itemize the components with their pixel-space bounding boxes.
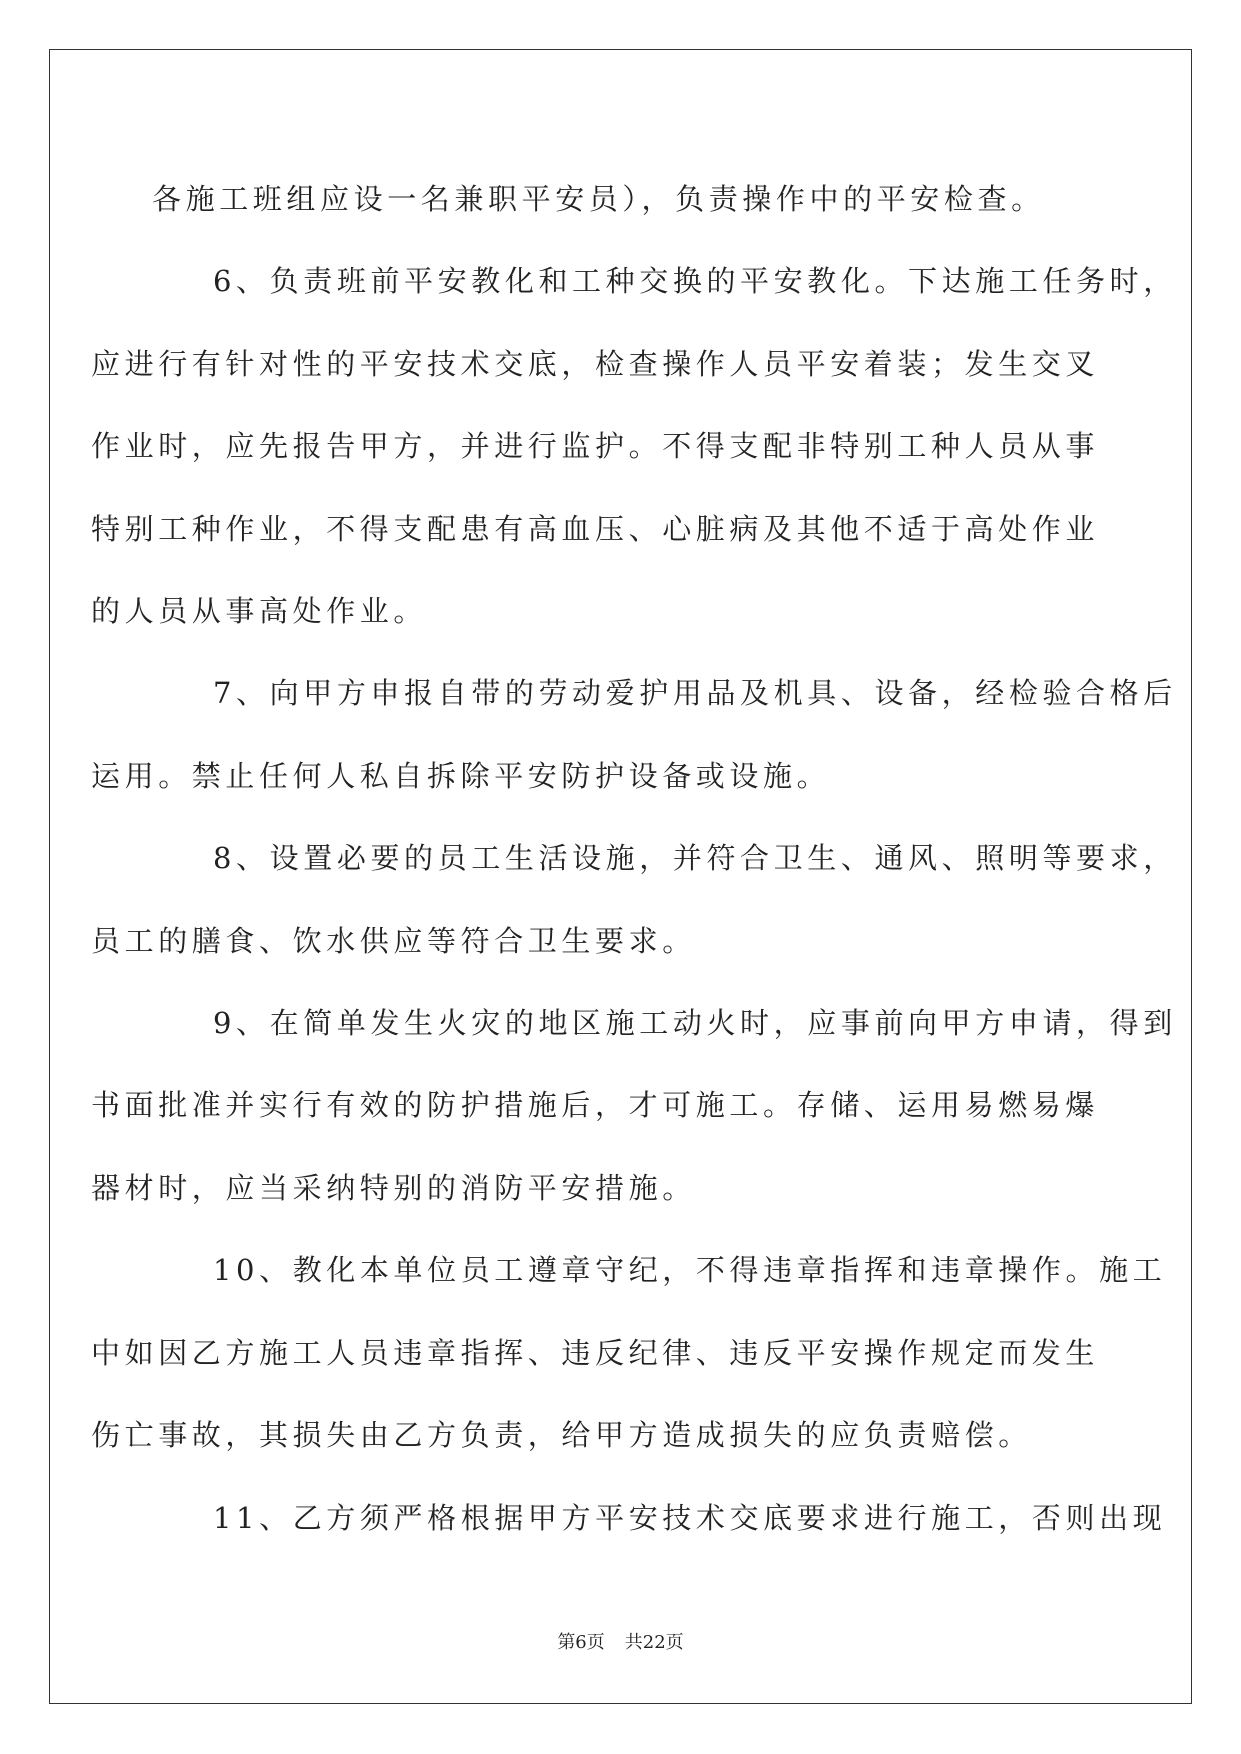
text-line: 伤亡事故，其损失由乙方负责，给甲方造成损失的应负责赔偿。 [91,1418,1032,1453]
text-line: 员工的膳食、饮水供应等符合卫生要求。 [91,923,696,958]
text-line: 9、在简单发生火灾的地区施工动火时，应事前向甲方申请，得到 [213,1006,1177,1041]
text-line: 各施工班组应设一名兼职平安员），负责操作中的平安检查。 [152,182,1045,216]
paragraph-7 [152,1477,1167,1559]
paragraph-2 [91,240,1177,652]
paragraph-6 [91,1229,1167,1476]
paragraph-3 [91,652,1177,817]
text-line: 10、教化本单位员工遵章守纪，不得违章指挥和违章操作。施工 [213,1253,1167,1288]
paragraph-4 [91,817,1177,982]
paragraph-5 [91,982,1177,1229]
text-line: 应进行有针对性的平安技术交底，检查操作人员平安着装；发生交叉 [91,346,1100,381]
page-total: 共22页 [624,1632,684,1653]
text-line: 中如因乙方施工人员违章指挥、违反纪律、违反平安操作规定而发生 [91,1335,1100,1370]
page-footer [0,1628,1241,1654]
text-line: 书面批准并实行有效的防护措施后，才可施工。存储、运用易燃易爆 [91,1088,1100,1123]
text-line: 7、向甲方申报自带的劳动爱护用品及机具、设备，经检验合格后 [213,676,1177,711]
text-line: 11、乙方须严格根据甲方平安技术交底要求进行施工，否则出现 [213,1500,1167,1535]
text-line: 特别工种作业，不得支配患有高血压、心脏病及其他不适于高处作业 [91,511,1100,546]
page-number: 第6页 [557,1632,605,1653]
text-line: 器材时，应当采纳特别的消防平安措施。 [91,1170,696,1205]
paragraph-1 [152,158,1092,240]
text-line: 6、负责班前平安教化和工种交换的平安教化。下达施工任务时， [213,264,1177,299]
text-line: 作业时，应先报告甲方，并进行监护。不得支配非特别工种人员从事 [91,429,1100,464]
text-line: 运用。禁止任何人私自拆除平安防护设备或设施。 [91,758,831,793]
document-body [91,158,1177,1559]
text-line: 的人员从事高处作业。 [91,594,428,629]
text-line: 8、设置必要的员工生活设施，并符合卫生、通风、照明等要求， [213,841,1177,876]
